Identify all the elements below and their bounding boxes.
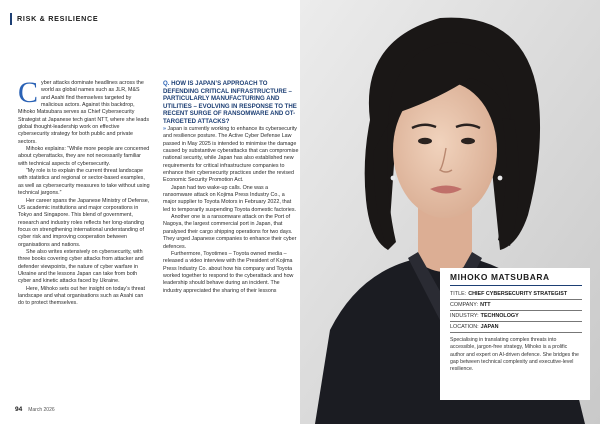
body-paragraph: Japan had two wake-up calls. One was a ransomware attack on Kojima Press Industry Co., a major supplier to Toyota Motors in February 2022, that led to temporarily suspending Toyota domestic factories.: [163, 184, 296, 213]
profile-label: LOCATION:: [450, 323, 479, 330]
body-paragraph: “My role is to explain the current threat landscape with statistics and regional or sector-based examples, as well as cybersecurity measures to take without using technical jargons.”: [18, 168, 150, 197]
page-footer: [15, 406, 55, 413]
issue-date: March 2026: [28, 407, 55, 413]
profile-row-title: [450, 289, 582, 300]
body-paragraph: Furthermore, Toyotimes – Toyota owned media – released a video interview with the President of Kojima Press Industry Co. about how his company and Toyota worked together to respond to the cyberattack and how leadership should behave during an incident. The industry appreciated the sharing of their lessons: [163, 250, 294, 294]
lead-text: yber attacks dominate headlines across the world as global names such as JLR, M&S and Asahi find themselves targeted by malicious actors. Against this backdrop, Mihoko Matsubara serves as Chief Cybersecurity Strategist at Japanese tech giant NTT, where she leads global thought-leadership work on effective cybersecurity strategy for both public and private sectors.: [18, 80, 149, 145]
profile-label: TITLE:: [450, 290, 467, 297]
body-column-left: [18, 76, 150, 308]
drop-cap: C: [18, 76, 39, 109]
body-paragraph: Here, Mihoko sets out her insight on today’s threat landscape and what organisations such as Asahi can do to protect themselves.: [18, 285, 146, 307]
profile-value: JAPAN: [480, 323, 499, 330]
profile-label: INDUSTRY:: [450, 312, 479, 319]
profile-row-industry: [450, 311, 582, 322]
body-paragraph: Mihoko explains: “While more people are concerned about cyberattacks, they are not necessarily familiar with technical aspects of cybersecurity.: [18, 146, 150, 167]
answer-text: Japan is currently working to enhance its cybersecurity and resilience posture. The Active Cyber Defense Law passed in May 2025 is intended to minimise the damage caused by substantive cyberattacks that can compromise national security, while Japan has also established new requirements for critical infrastructure companies to enhance their cybersecurity practices under the revised Economic Security Promotion Act.: [163, 126, 299, 184]
lead-paragraph: [18, 76, 150, 146]
profile-bio: Specialising in translating complex threats into accessible, jargon-free strategy, Mihoko is a prolific author and expert on AI-driven defence. She bridges the gap between technical complexity and executive-level resilience.: [450, 337, 579, 373]
question-text: HOW IS JAPAN’S APPROACH TO DEFENDING CRITICAL INFRASTRUCTURE – PARTICULARLY MANUFACTURING AND UTILITIES – EVOLVING IN RESPONSE TO THE RECENT SURGE OF RANSOMWARE AND OT-TARGETED ATTACKS?: [163, 80, 297, 125]
answer-marker: »: [163, 126, 166, 132]
page-number: 94: [15, 406, 23, 413]
profile-value: TECHNOLOGY: [480, 312, 519, 319]
body-column-right: [163, 80, 299, 295]
section-tag: RISK & RESILIENCE: [10, 13, 98, 25]
body-paragraph: Another one is a ransomware attack on the Port of Nagoya, the largest commercial port in Japan, that paralysed their cargo shipping operations for two days. They urged Japanese companies to enhance their cyber defences.: [163, 214, 297, 250]
profile-card: [440, 268, 590, 400]
profile-row-company: [450, 300, 582, 311]
profile-value: NTT: [480, 301, 491, 308]
body-paragraph: Her career spans the Japanese Ministry of Defense, US academic institutions and major corporations in Tokyo and Singapore. This blend of government, research and industry roles reflects her long-standing focus on strengthening international understanding of cyber risk and improving cooperation between organisations and nations.: [18, 197, 150, 248]
profile-row-location: [450, 322, 582, 333]
question-label: Q.: [163, 80, 170, 87]
question-heading: [163, 80, 299, 125]
profile-value: CHIEF CYBERSECURITY STRATEGIST: [468, 290, 568, 297]
profile-label: COMPANY:: [450, 301, 479, 308]
profile-name: MIHOKO MATSUBARA: [450, 272, 582, 286]
body-paragraph: She also writes extensively on cybersecurity, with three books covering cyber attacks from attacker and defender viewpoints, the nature of cyber warfare in Ukraine and the lessons Japan can take from both cyber and kinetic attacks faced by Ukraine.: [18, 248, 144, 285]
answer-paragraph: [163, 126, 299, 185]
